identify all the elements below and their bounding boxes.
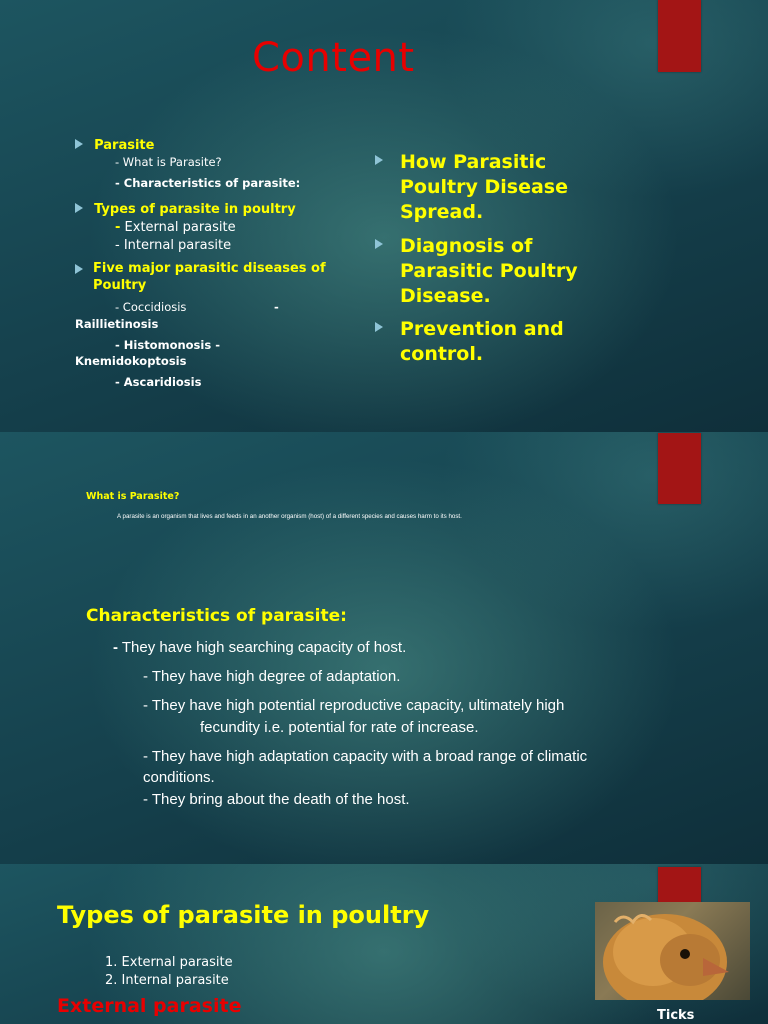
- bullet-parasite: [75, 134, 154, 154]
- list-item-internal: 2. Internal parasite: [105, 973, 229, 988]
- bullet-label: Types of parasite in poultry: [94, 202, 296, 217]
- triangle-bullet-icon: [75, 264, 83, 274]
- dash: -: [113, 639, 118, 656]
- definition-text: A parasite is an organism that lives and feeds in an another organism (host) of a different species and causes harm to its host.: [117, 513, 462, 520]
- image-caption: Ticks: [657, 1008, 695, 1023]
- sub-item-external: [115, 219, 236, 236]
- triangle-bullet-icon: [375, 322, 383, 332]
- external-parasite-heading: External parasite: [57, 995, 242, 1017]
- disease-dash: -: [274, 300, 279, 314]
- slide-title: Types of parasite in poultry: [57, 901, 430, 929]
- characteristics-heading: Characteristics of parasite:: [86, 606, 347, 626]
- chick-photo: [595, 902, 750, 1000]
- characteristic-4b: conditions.: [143, 769, 215, 786]
- bullet-label: Prevention and control.: [400, 318, 564, 365]
- triangle-bullet-icon: [375, 239, 383, 249]
- bullet-label: Diagnosis of Parasitic Poultry Disease.: [400, 235, 578, 307]
- red-tab-decoration: [658, 867, 701, 907]
- bullet-spread: [375, 150, 615, 225]
- chick-illustration: [595, 902, 750, 1000]
- dash: -: [115, 220, 121, 235]
- bullet-types: [75, 198, 296, 218]
- bullet-label: How Parasitic Poultry Disease Spread.: [400, 151, 568, 223]
- bullet-five-major: [75, 260, 365, 294]
- sub-item-what-is: - What is Parasite?: [115, 155, 222, 169]
- slide-parasite-definition: [0, 432, 768, 864]
- disease-coccidiosis: - Coccidiosis: [115, 300, 187, 314]
- triangle-bullet-icon: [375, 155, 383, 165]
- slide-types-of-parasite: [0, 864, 768, 1024]
- disease-histomonosis: - Histomonosis -: [115, 338, 220, 352]
- characteristic-1-text: They have high searching capacity of host.: [118, 639, 407, 656]
- bullet-prevention: [375, 317, 615, 367]
- red-tab-decoration: [658, 0, 701, 72]
- sub-item-characteristics: - Characteristics of parasite:: [115, 176, 301, 190]
- disease-raillietinosis: Raillietinosis: [75, 317, 159, 331]
- triangle-bullet-icon: [75, 203, 83, 213]
- what-is-heading: What is Parasite?: [86, 491, 180, 502]
- characteristic-1: [113, 639, 406, 656]
- red-tab-decoration: [658, 433, 701, 504]
- slide-contents: [0, 0, 768, 432]
- bullet-diagnosis: [375, 234, 615, 309]
- characteristic-2: - They have high degree of adaptation.: [143, 668, 401, 685]
- bullet-label: Parasite: [94, 138, 155, 153]
- sub-item-internal: - Internal parasite: [115, 238, 232, 253]
- slide-title: Content: [252, 35, 415, 81]
- characteristic-5: - They bring about the death of the host.: [143, 791, 410, 808]
- bullet-label: Five major parasitic diseases of Poultry: [93, 261, 326, 293]
- triangle-bullet-icon: [75, 139, 83, 149]
- characteristic-3a: - They have high potential reproductive capacity, ultimately high: [143, 697, 565, 714]
- characteristic-4a: - They have high adaptation capacity with a broad range of climatic: [143, 748, 588, 765]
- sub-item-external-label: External parasite: [120, 220, 236, 235]
- characteristic-3b: fecundity i.e. potential for rate of increase.: [200, 719, 479, 736]
- disease-ascaridiosis: - Ascaridiosis: [115, 375, 202, 389]
- list-item-external: 1. External parasite: [105, 955, 233, 970]
- disease-knemidokoptosis: Knemidokoptosis: [75, 354, 187, 368]
